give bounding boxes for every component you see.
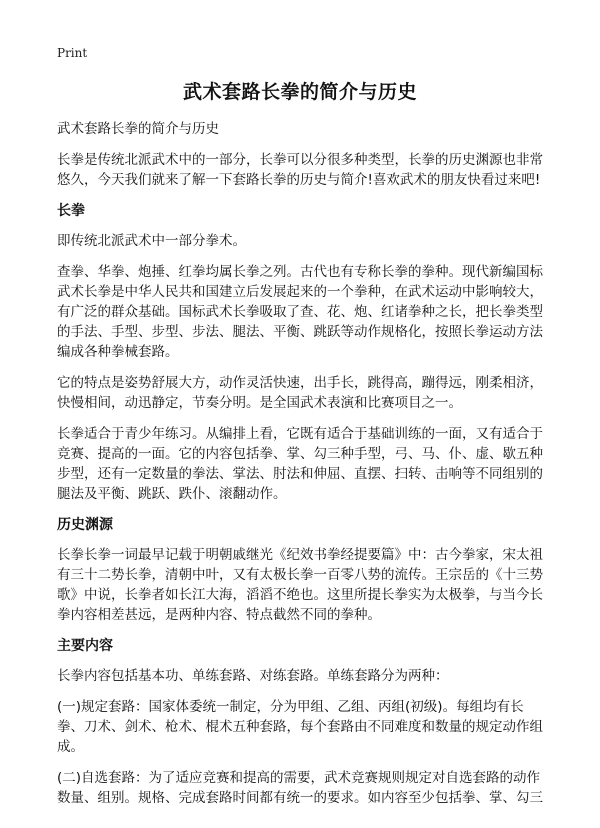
section-paragraph: 即传统北派武术中一部分拳术。 xyxy=(57,233,246,249)
section-heading-history: 历史渊源 xyxy=(57,517,113,533)
article-subtitle: 武术套路长拳的简介与历史 xyxy=(57,121,219,137)
intro-paragraph: 长拳是传统北派武术中的一部分，长拳可以分很多种类型，长拳的历史渊源也非常悠久，今天我们就来了解一下套路长拳的历史与简介!喜欢武术的朋友快看过来吧! xyxy=(57,152,543,188)
article-body xyxy=(57,118,547,819)
section-heading-changquan: 长拳 xyxy=(57,203,85,219)
section-paragraph: (二)自选套路：为了适应竞赛和提高的需要，武术竞赛规则规定对自选套路的动作数量、组别。规格、完成套路时间都有统一的要求。如内容至少包括拳、掌、勾三 xyxy=(57,770,543,806)
page-title: 武术套路长拳的简介与历史 xyxy=(182,81,417,103)
section-paragraph: 它的特点是姿势舒展大方，动作灵活快速，出手长，跳得高，蹦得远，刚柔相济，快慢相间，动迅静定，节奏分明。是全国武术表演和比赛项目之一。 xyxy=(57,375,543,411)
section-paragraph: 查拳、华拳、炮捶、红拳均属长拳之列。古代也有专称长拳的拳种。现代新编国标武术长拳是中华人民共和国建立后发展起来的一个拳种，在武术运动中影响较大，有广泛的群众基础。国标武术长拳吸取了查、花、炮、红诸拳种之长，把长拳类型的手法、手型、步型、步法、腿法、平衡、跳跃等动作规格化，按照长拳运动方法编成各种拳械套路。 xyxy=(57,264,543,360)
section-paragraph: 长拳内容包括基本功、单练套路、对练套路。单练套路分为两种： xyxy=(57,668,449,684)
section-paragraph: 长拳长拳一词最早记载于明朝戚继光《纪效书拳经提要篇》中：古今拳家，宋太祖有三十二势长拳，清朝中叶，又有太极长拳一百零八势的流传。王宗岳的《十三势歌》中说，长拳者如长江大海，滔滔不绝也。这里所提长拳实为太极拳，与当今长拳内容相差甚远，是两种内容、特点截然不同的拳种。 xyxy=(57,547,543,623)
section-paragraph: (一)规定套路：国家体委统一制定，分为甲组、乙组、丙组(初级)。每组均有长拳、刀术、剑术、枪术、棍术五种套路，每个套路由不同难度和数量的规定动作组成。 xyxy=(57,699,543,755)
section-heading-main-content: 主要内容 xyxy=(57,638,113,654)
section-paragraph: 长拳适合于青少年练习。从编排上看，它既有适合于基础训练的一面，又有适合于竞赛、提高的一面。它的内容包括拳、掌、勾三种手型，弓、马、仆、虚、歇五种步型，还有一定数量的拳法、掌法、肘法和伸屈、直摆、扫转、击响等不同组别的腿法及平衡、跳跃、跌仆、滚翻动作。 xyxy=(57,426,543,502)
print-link[interactable]: Print xyxy=(57,46,88,60)
